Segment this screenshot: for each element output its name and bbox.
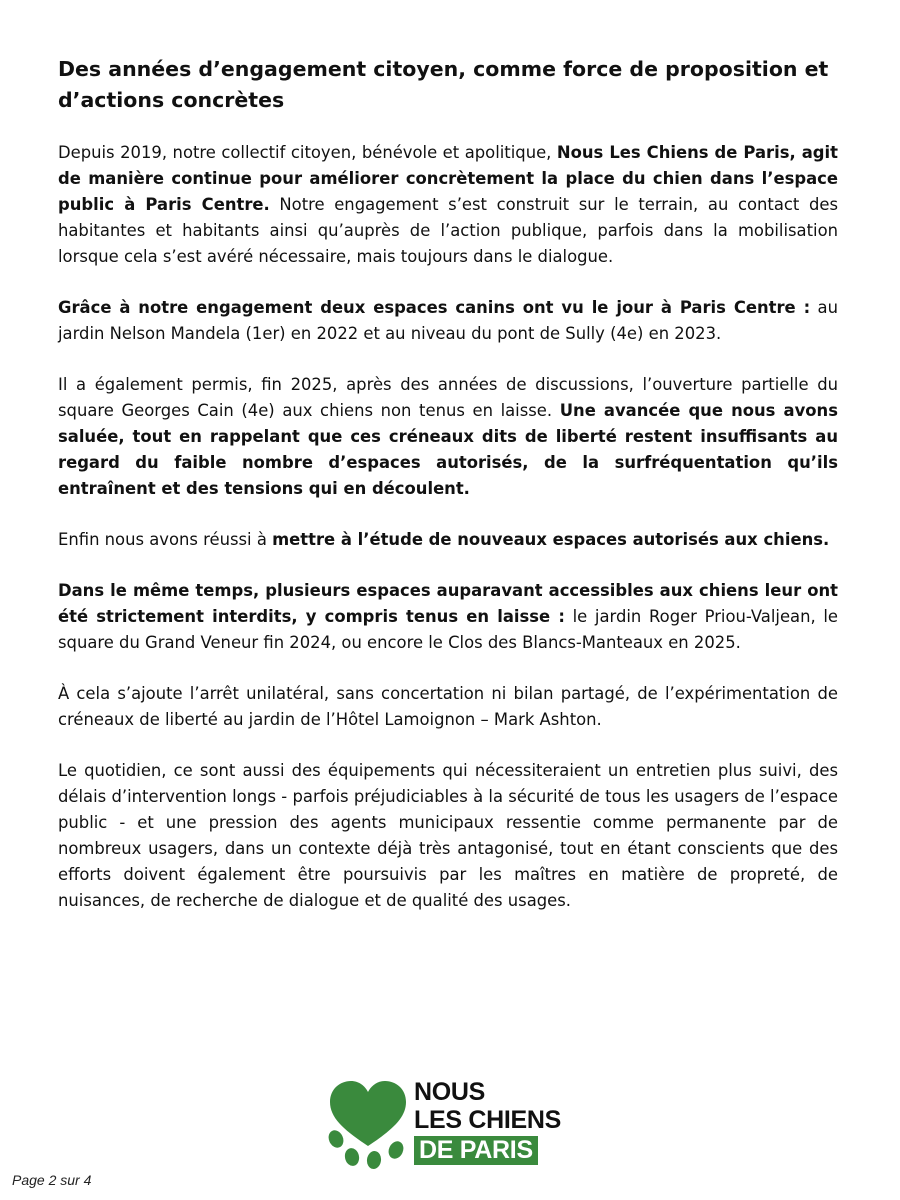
paragraph-forbidden-spaces <box>58 578 838 656</box>
intro-bold: Nous Les Chiens de Paris, agit de manière continue pour améliorer concrètement la place du chien dans l’espace public à Paris Centre. <box>58 143 838 214</box>
new-spaces-bold: mettre à l’étude de nouveaux espaces autorisés aux chiens. <box>272 530 830 549</box>
intro-text-2: Notre engagement s’est construit sur le terrain, au contact des habitantes et habitants ainsi qu’auprès de l’action publique, parfois dans la mobilisation lorsque cela s’est avéré nécessaire, mais toujours dans le dialogue. <box>58 195 838 266</box>
georges-cain-text: Il a également permis, fin 2025, après des années de discussions, l’ouverture partielle du square Georges Cain (4e) aux chiens non tenus en laisse. <box>58 375 838 420</box>
logo-wordmark <box>414 1078 561 1165</box>
paragraph-georges-cain <box>58 372 838 502</box>
logo-line-1: NOUS <box>414 1078 486 1106</box>
intro-text-1: Depuis 2019, notre collectif citoyen, bénévole et apolitique, <box>58 143 557 162</box>
heart-paw-icon <box>326 1078 410 1170</box>
logo-line-3: DE PARIS <box>414 1136 538 1165</box>
section-heading: Des années d’engagement citoyen, comme force de proposition et d’actions concrètes <box>58 57 829 112</box>
dog-spaces-bold: Grâce à notre engagement deux espaces canins ont vu le jour à Paris Centre : <box>58 298 811 317</box>
dog-spaces-text: au jardin Nelson Mandela (1er) en 2022 et au niveau du pont de Sully (4e) en 2023. <box>58 298 838 343</box>
new-spaces-text: Enfin nous avons réussi à <box>58 530 273 549</box>
forbidden-spaces-text: le jardin Roger Priou-Valjean, le square du Grand Veneur fin 2024, ou encore le Clos des Blancs-Manteaux en 2025. <box>58 607 838 652</box>
forbidden-spaces-bold: Dans le même temps, plusieurs espaces auparavant accessibles aux chiens leur ont été strictement interdits, y compris tenus en laisse : <box>58 581 838 626</box>
paragraph-daily-life: Le quotidien, ce sont aussi des équipements qui nécessiteraient un entretien plus suivi, des délais d’intervention longs - parfois préjudiciables à la sécurité de tous les usagers de l’espace public - et une pression des agents municipaux ressentie comme permanente par de nombreux usagers, dans un contexte déjà très antagonisé, tout en étant conscients que des efforts doivent également être poursuivis par les maîtres en matière de propreté, de nuisances, de recherche de dialogue et de qualité des usages. <box>58 761 838 910</box>
paragraph-dog-spaces <box>58 295 838 347</box>
paragraph-new-spaces <box>58 527 838 553</box>
paragraph-lamoignon: À cela s’ajoute l’arrêt unilatéral, sans concertation ni bilan partagé, de l’expérimentation de créneaux de liberté au jardin de l’Hôtel Lamoignon – Mark Ashton. <box>58 684 838 729</box>
logo-line-2: LES CHIENS <box>414 1106 562 1134</box>
organization-logo <box>326 1078 586 1170</box>
page-number: Page 2 sur 4 <box>12 1172 92 1188</box>
document-page <box>58 54 838 939</box>
georges-cain-bold: Une avancée que nous avons saluée, tout en rappelant que ces créneaux dits de liberté restent insuffisants au regard du faible nombre d’espaces autorisés, de la surfréquentation qu’ils entraînent et des tensions qui en découlent. <box>58 401 838 498</box>
paragraph-intro <box>58 140 838 270</box>
